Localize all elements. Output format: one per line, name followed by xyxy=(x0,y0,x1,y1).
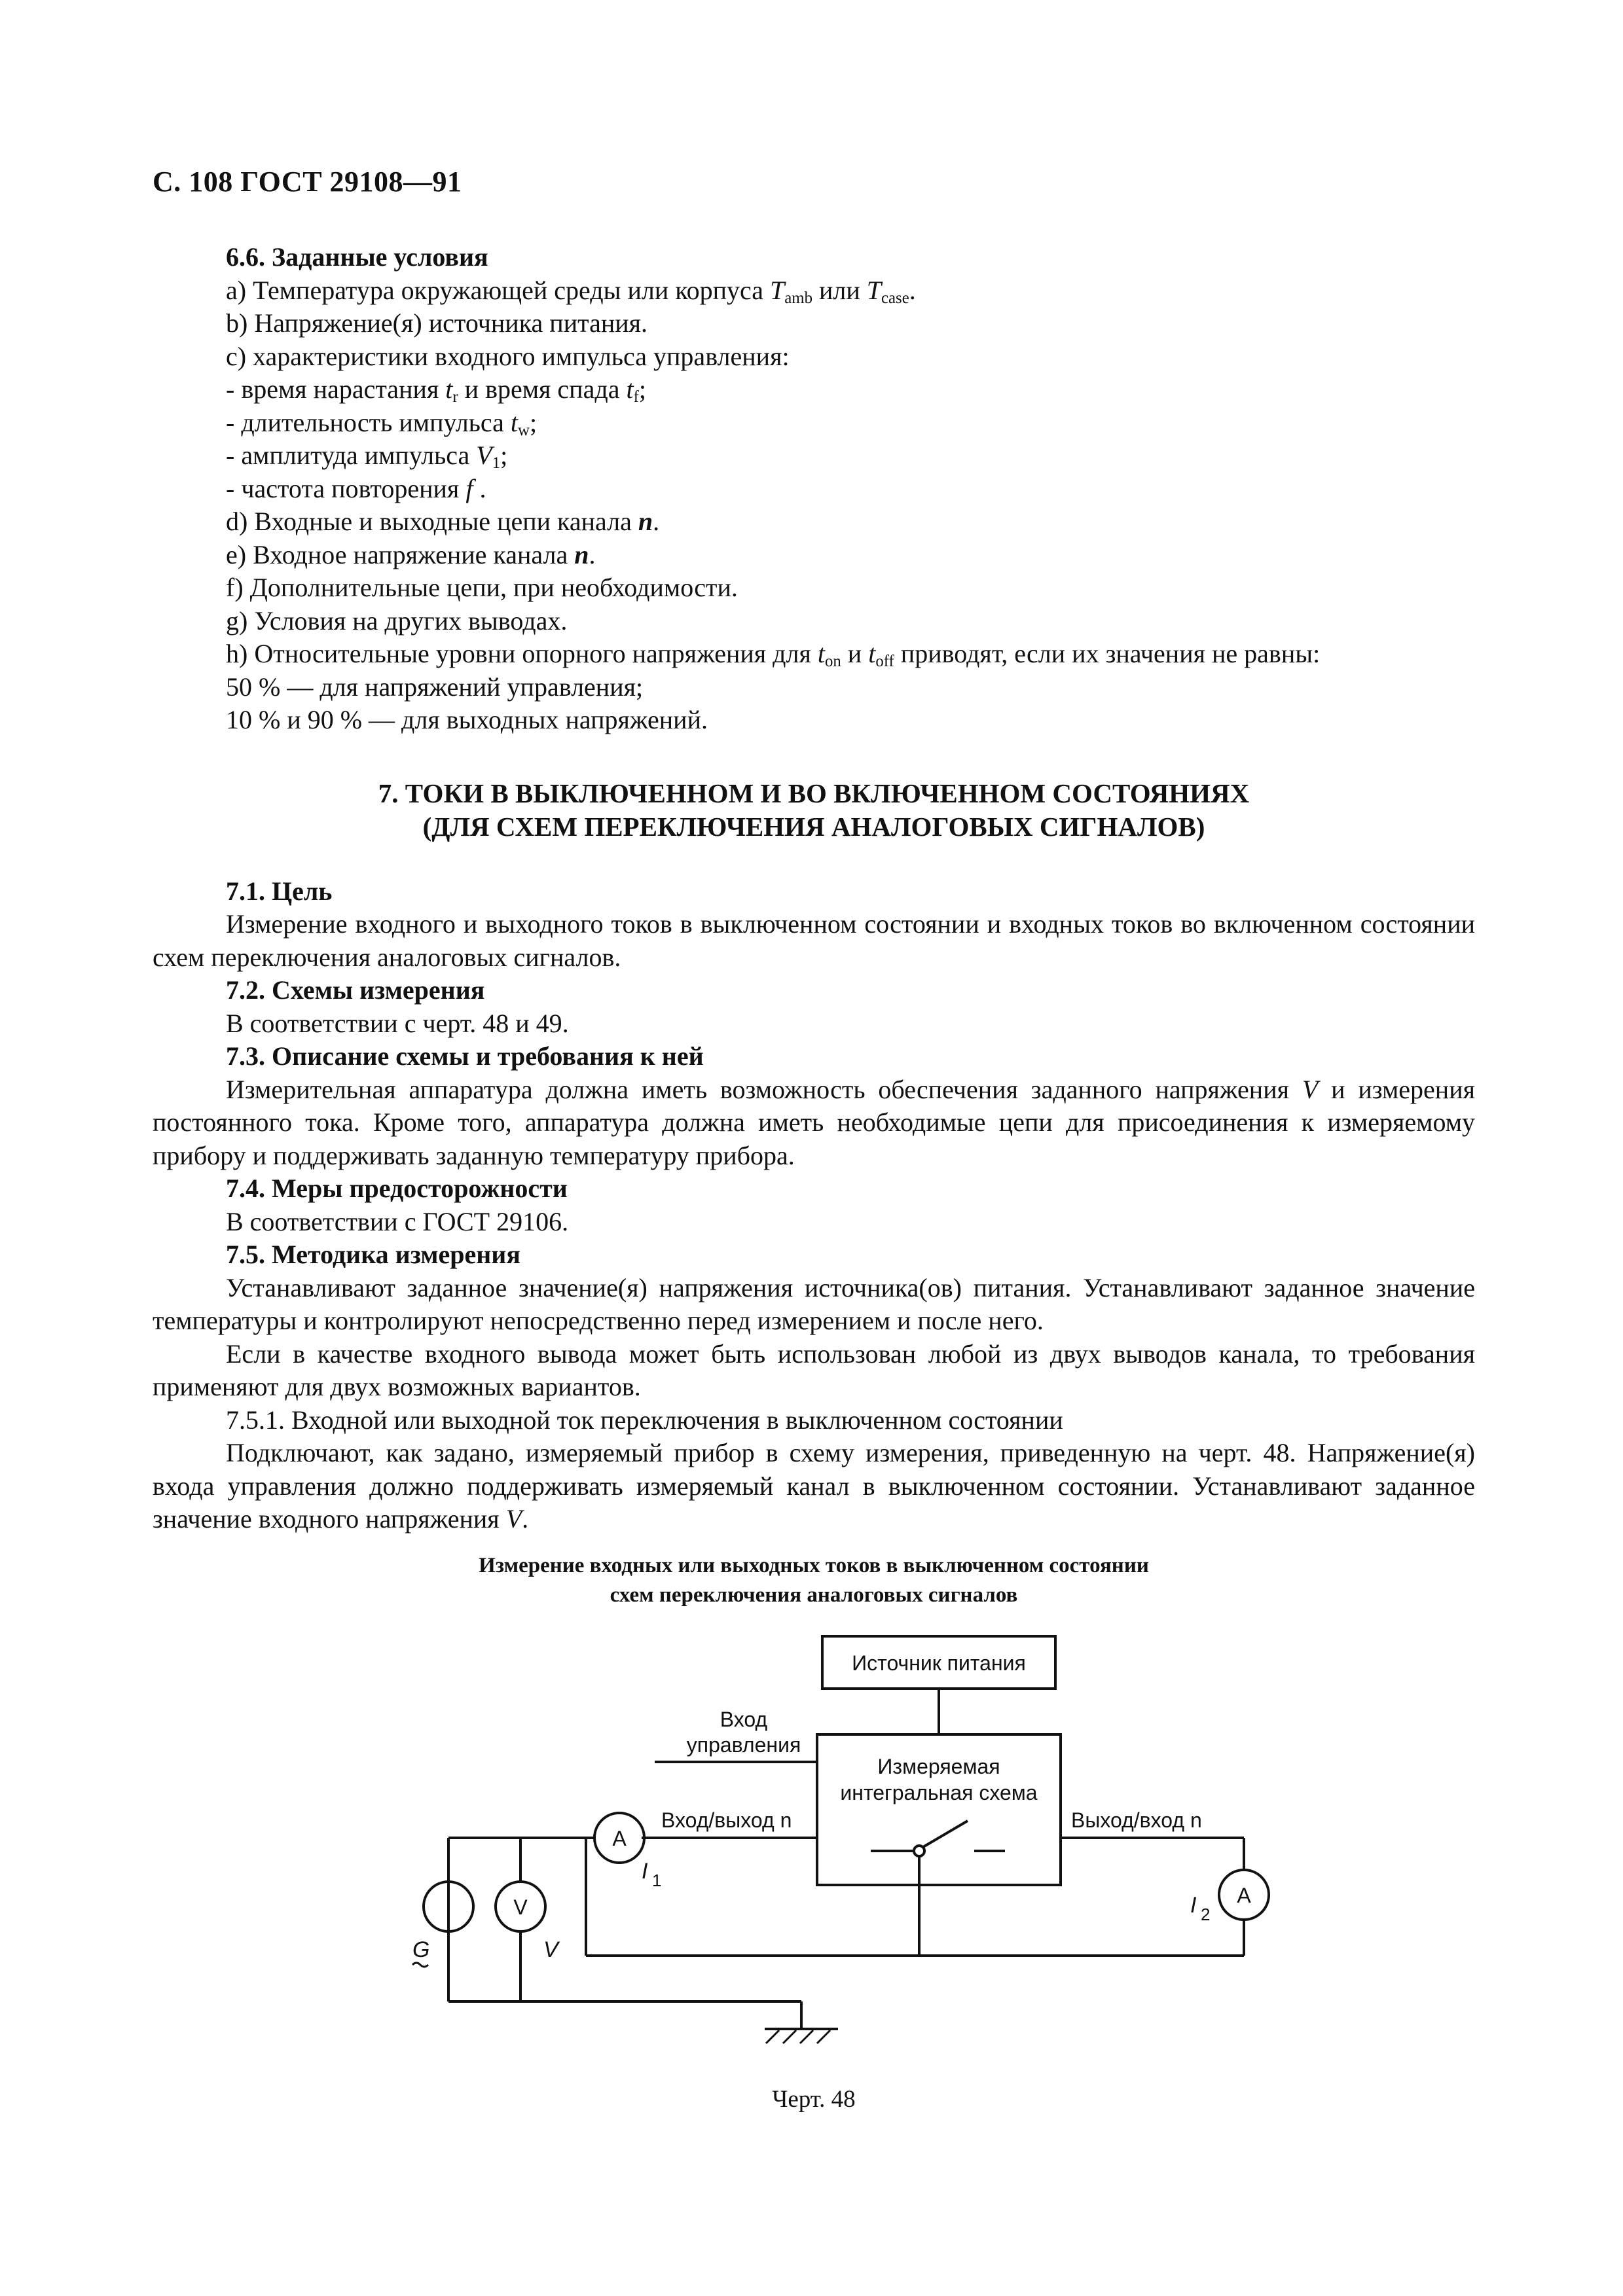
section-7-2-title: 7.2. Схемы измерения xyxy=(226,975,485,1005)
section-7-3-title: 7.3. Описание схемы и требования к ней xyxy=(226,1041,704,1071)
section-7-3-text: Измерительная аппаратура должна иметь возможность обеспечения заданного напряжения V и измерения постоянного тока. Кроме того, аппаратура должна иметь необходимые цепи для присоединения к измеряемому прибору и поддерживать заданную температуру прибора. xyxy=(153,1074,1476,1170)
condition-c-rise-fall: - время нарастания $t_r$ и время спада $t_f$; xyxy=(226,374,646,406)
condition-c-duration: - длительность импульса $t_w$; xyxy=(226,407,538,439)
condition-a: а) Температура окружающей среды или корпуса $T_{amb}$ или $T_{case}$. xyxy=(226,275,916,307)
i2-sub: 2 xyxy=(1201,1905,1211,1924)
control-input-label-2: управления xyxy=(686,1733,801,1757)
condition-h: h) Относительные уровни опорного напряжения для $t_{on}$ и $t_{off}$ приводят, если их значения не равны: xyxy=(226,639,1321,671)
ammeter-1-label: A xyxy=(612,1827,627,1850)
control-input-label-1: Вход xyxy=(720,1708,768,1731)
io-right-label: Выход/вход n xyxy=(1071,1808,1202,1832)
condition-g: g) Условия на других выводах. xyxy=(226,605,568,636)
section-7-4-title: 7.4. Меры предосторожности xyxy=(226,1174,568,1203)
section-7-4-text: В соответствии с ГОСТ 29106. xyxy=(226,1206,569,1236)
condition-h-50: 50 % — для напряжений управления; xyxy=(226,672,644,702)
condition-d: d) Входные и выходные цепи канала n. xyxy=(226,507,660,536)
ammeter-2-label: A xyxy=(1237,1884,1251,1907)
io-left-label: Вход/выход n xyxy=(661,1808,792,1832)
section-7-5-1-title: 7.5.1. Входной или выходной ток переключения в выключенном состоянии xyxy=(226,1405,1063,1435)
condition-f: f) Дополнительные цепи, при необходимости. xyxy=(226,573,738,602)
i2-label: I xyxy=(1190,1893,1197,1918)
page-header: С. 108 ГОСТ 29108—91 xyxy=(153,166,462,198)
power-source-label: Источник питания xyxy=(852,1651,1026,1675)
voltmeter-label: V xyxy=(513,1895,528,1919)
condition-h-10-90: 10 % и 90 % — для выходных напряжений. xyxy=(226,705,708,734)
condition-b: b) Напряжение(я) источника питания. xyxy=(226,308,648,338)
condition-c-frequency: - частота повторения f . xyxy=(226,473,486,503)
condition-c-amplitude: - амплитуда импульса $V_1$; xyxy=(226,440,508,473)
generator-label: G xyxy=(412,1937,430,1962)
figure-caption: Черт. 48 xyxy=(772,2086,856,2113)
section-7-5-text-1: Устанавливают заданное значение(я) напряжения источника(ов) питания. Устанавливают заданное значение температуры и контролируют непосредственно перед измерением и после него. xyxy=(153,1272,1475,1335)
i1-sub: 1 xyxy=(652,1871,662,1890)
section-7-1-title: 7.1. Цель xyxy=(226,876,333,906)
dut-label-1: Измеряемая xyxy=(877,1755,1000,1778)
condition-e: е) Входное напряжение канала n. xyxy=(226,539,596,569)
voltage-label: V xyxy=(543,1937,558,1962)
section-6-6-title: 6.6. Заданные условия xyxy=(226,242,488,272)
figure-title: Измерение входных или выходных токов в выключенном состоянии схем переключения аналоговых сигналов xyxy=(479,1554,1149,1607)
i1-label: I xyxy=(642,1859,648,1884)
section-7-title: 7. ТОКИ В ВЫКЛЮЧЕННОМ И ВО ВКЛЮЧЕННОМ СОСТОЯНИЯХ (ДЛЯ СХЕМ ПЕРЕКЛЮЧЕНИЯ АНАЛОГОВЫХ СИГНАЛОВ) xyxy=(378,778,1250,842)
section-7-5-title: 7.5. Методика измерения xyxy=(226,1240,520,1269)
section-7-5-text-2: Если в качестве входного вывода может быть использован любой из двух выводов канала, то требования применяют для двух возможных вариантов. xyxy=(153,1338,1475,1401)
dut-label-2: интегральная схема xyxy=(840,1781,1038,1804)
section-7-1-text: Измерение входного и выходного токов в выключенном состоянии и входных токов во включенном состоянии схем переключения аналоговых сигналов. xyxy=(153,909,1475,972)
section-7-2-text: В соответствии с черт. 48 и 49. xyxy=(226,1008,569,1038)
condition-c: с) характеристики входного импульса управления: xyxy=(226,341,790,371)
section-7-5-1-text: Подключают, как задано, измеряемый прибор в схему измерения, приведенную на черт. 48. Напряжение(я) входа управления должно поддерживать измеряемый канал в выключенном состоянии. Устанавливают заданное значение входного напряжения V. xyxy=(153,1438,1475,1534)
